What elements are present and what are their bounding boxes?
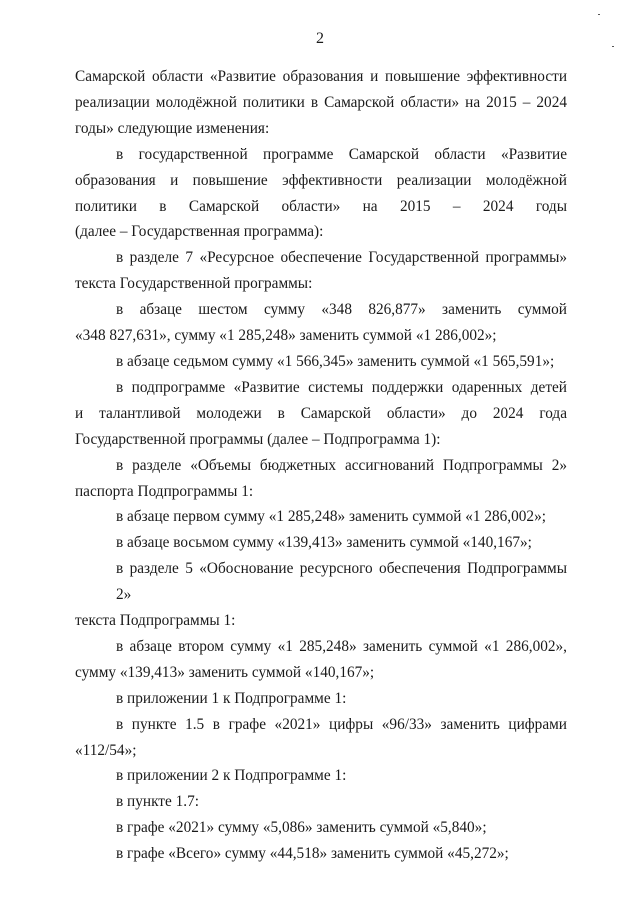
text-line: в пункте 1.7: bbox=[116, 793, 199, 811]
text-line: в подпрограмме «Развитие системы поддержки одаренных детей bbox=[116, 378, 567, 396]
text-line: в абзаце шестом сумму «348 826,877» заменить суммой bbox=[116, 301, 567, 319]
text-line: в приложении 2 к Подпрограмме 1: bbox=[116, 767, 347, 785]
text-line: в пункте 1.5 в графе «2021» цифры «96/33» заменить цифрами bbox=[116, 715, 567, 733]
paragraph bbox=[75, 634, 567, 686]
text-line: Самарской области «Развитие образования и повышение эффективности bbox=[75, 68, 567, 85]
paragraph bbox=[75, 815, 567, 841]
text-line: в абзаце первом сумму «1 285,248» заменить суммой «1 286,002»; bbox=[116, 508, 546, 526]
paragraph bbox=[75, 142, 567, 246]
text-line: сумму «139,413» заменить суммой «140,167»; bbox=[75, 663, 375, 681]
text-line: текста Подпрограммы 1: bbox=[75, 612, 236, 630]
text-line: политики в Самарской области» на 2015 – 2024 годы bbox=[75, 197, 567, 215]
scan-speck bbox=[612, 46, 614, 47]
text-line: паспорта Подпрограммы 1: bbox=[75, 482, 254, 500]
text-line: в графе «Всего» сумму «44,518» заменить суммой «45,272»; bbox=[116, 845, 509, 863]
paragraph bbox=[75, 530, 567, 556]
text-line: годы» следующие изменения: bbox=[75, 119, 270, 137]
paragraph bbox=[75, 556, 567, 634]
paragraph bbox=[75, 763, 567, 789]
text-line: в графе «2021» сумму «5,086» заменить суммой «5,840»; bbox=[116, 819, 487, 837]
paragraph bbox=[75, 712, 567, 764]
text-line: Государственной программы (далее – Подпрограмма 1): bbox=[75, 430, 441, 448]
paragraph bbox=[75, 245, 567, 297]
text-line: «348 827,631», сумму «1 285,248» заменить суммой «1 286,002»; bbox=[75, 327, 497, 345]
scan-speck bbox=[598, 14, 600, 15]
text-line: в государственной программе Самарской области «Развитие bbox=[116, 145, 567, 163]
text-line: в абзаце седьмом сумму «1 566,345» заменить суммой «1 565,591»; bbox=[116, 352, 555, 370]
text-line: «112/54»; bbox=[75, 741, 137, 759]
paragraph bbox=[75, 504, 567, 530]
paragraph bbox=[75, 375, 567, 453]
text-line: в разделе 5 «Обоснование ресурсного обеспечения Подпрограммы 2» bbox=[116, 560, 567, 604]
text-line: (далее – Государственная программа): bbox=[75, 223, 324, 241]
paragraph bbox=[75, 841, 567, 867]
text-line: в приложении 1 к Подпрограмме 1: bbox=[116, 689, 347, 707]
page-number: 2 bbox=[316, 30, 324, 47]
paragraph bbox=[75, 349, 567, 375]
text-line: и талантливой молодежи в Самарской области» до 2024 года bbox=[75, 404, 567, 422]
paragraph bbox=[75, 789, 567, 815]
document-body bbox=[75, 64, 567, 867]
text-line: в разделе «Объемы бюджетных ассигнований Подпрограммы 2» bbox=[116, 456, 567, 474]
text-line: в абзаце втором сумму «1 285,248» заменить суммой «1 286,002», bbox=[116, 637, 567, 655]
text-line: образования и повышение эффективности реализации молодёжной bbox=[75, 171, 567, 189]
paragraph bbox=[75, 64, 567, 142]
text-line: в разделе 7 «Ресурсное обеспечение Государственной программы» bbox=[116, 249, 567, 267]
text-line: в абзаце восьмом сумму «139,413» заменить суммой «140,167»; bbox=[116, 534, 532, 552]
text-line: реализации молодёжной политики в Самарской области» на 2015 – 2024 bbox=[75, 93, 567, 111]
text-line: текста Государственной программы: bbox=[75, 275, 313, 293]
paragraph bbox=[75, 297, 567, 349]
paragraph bbox=[75, 453, 567, 505]
paragraph bbox=[75, 686, 567, 712]
